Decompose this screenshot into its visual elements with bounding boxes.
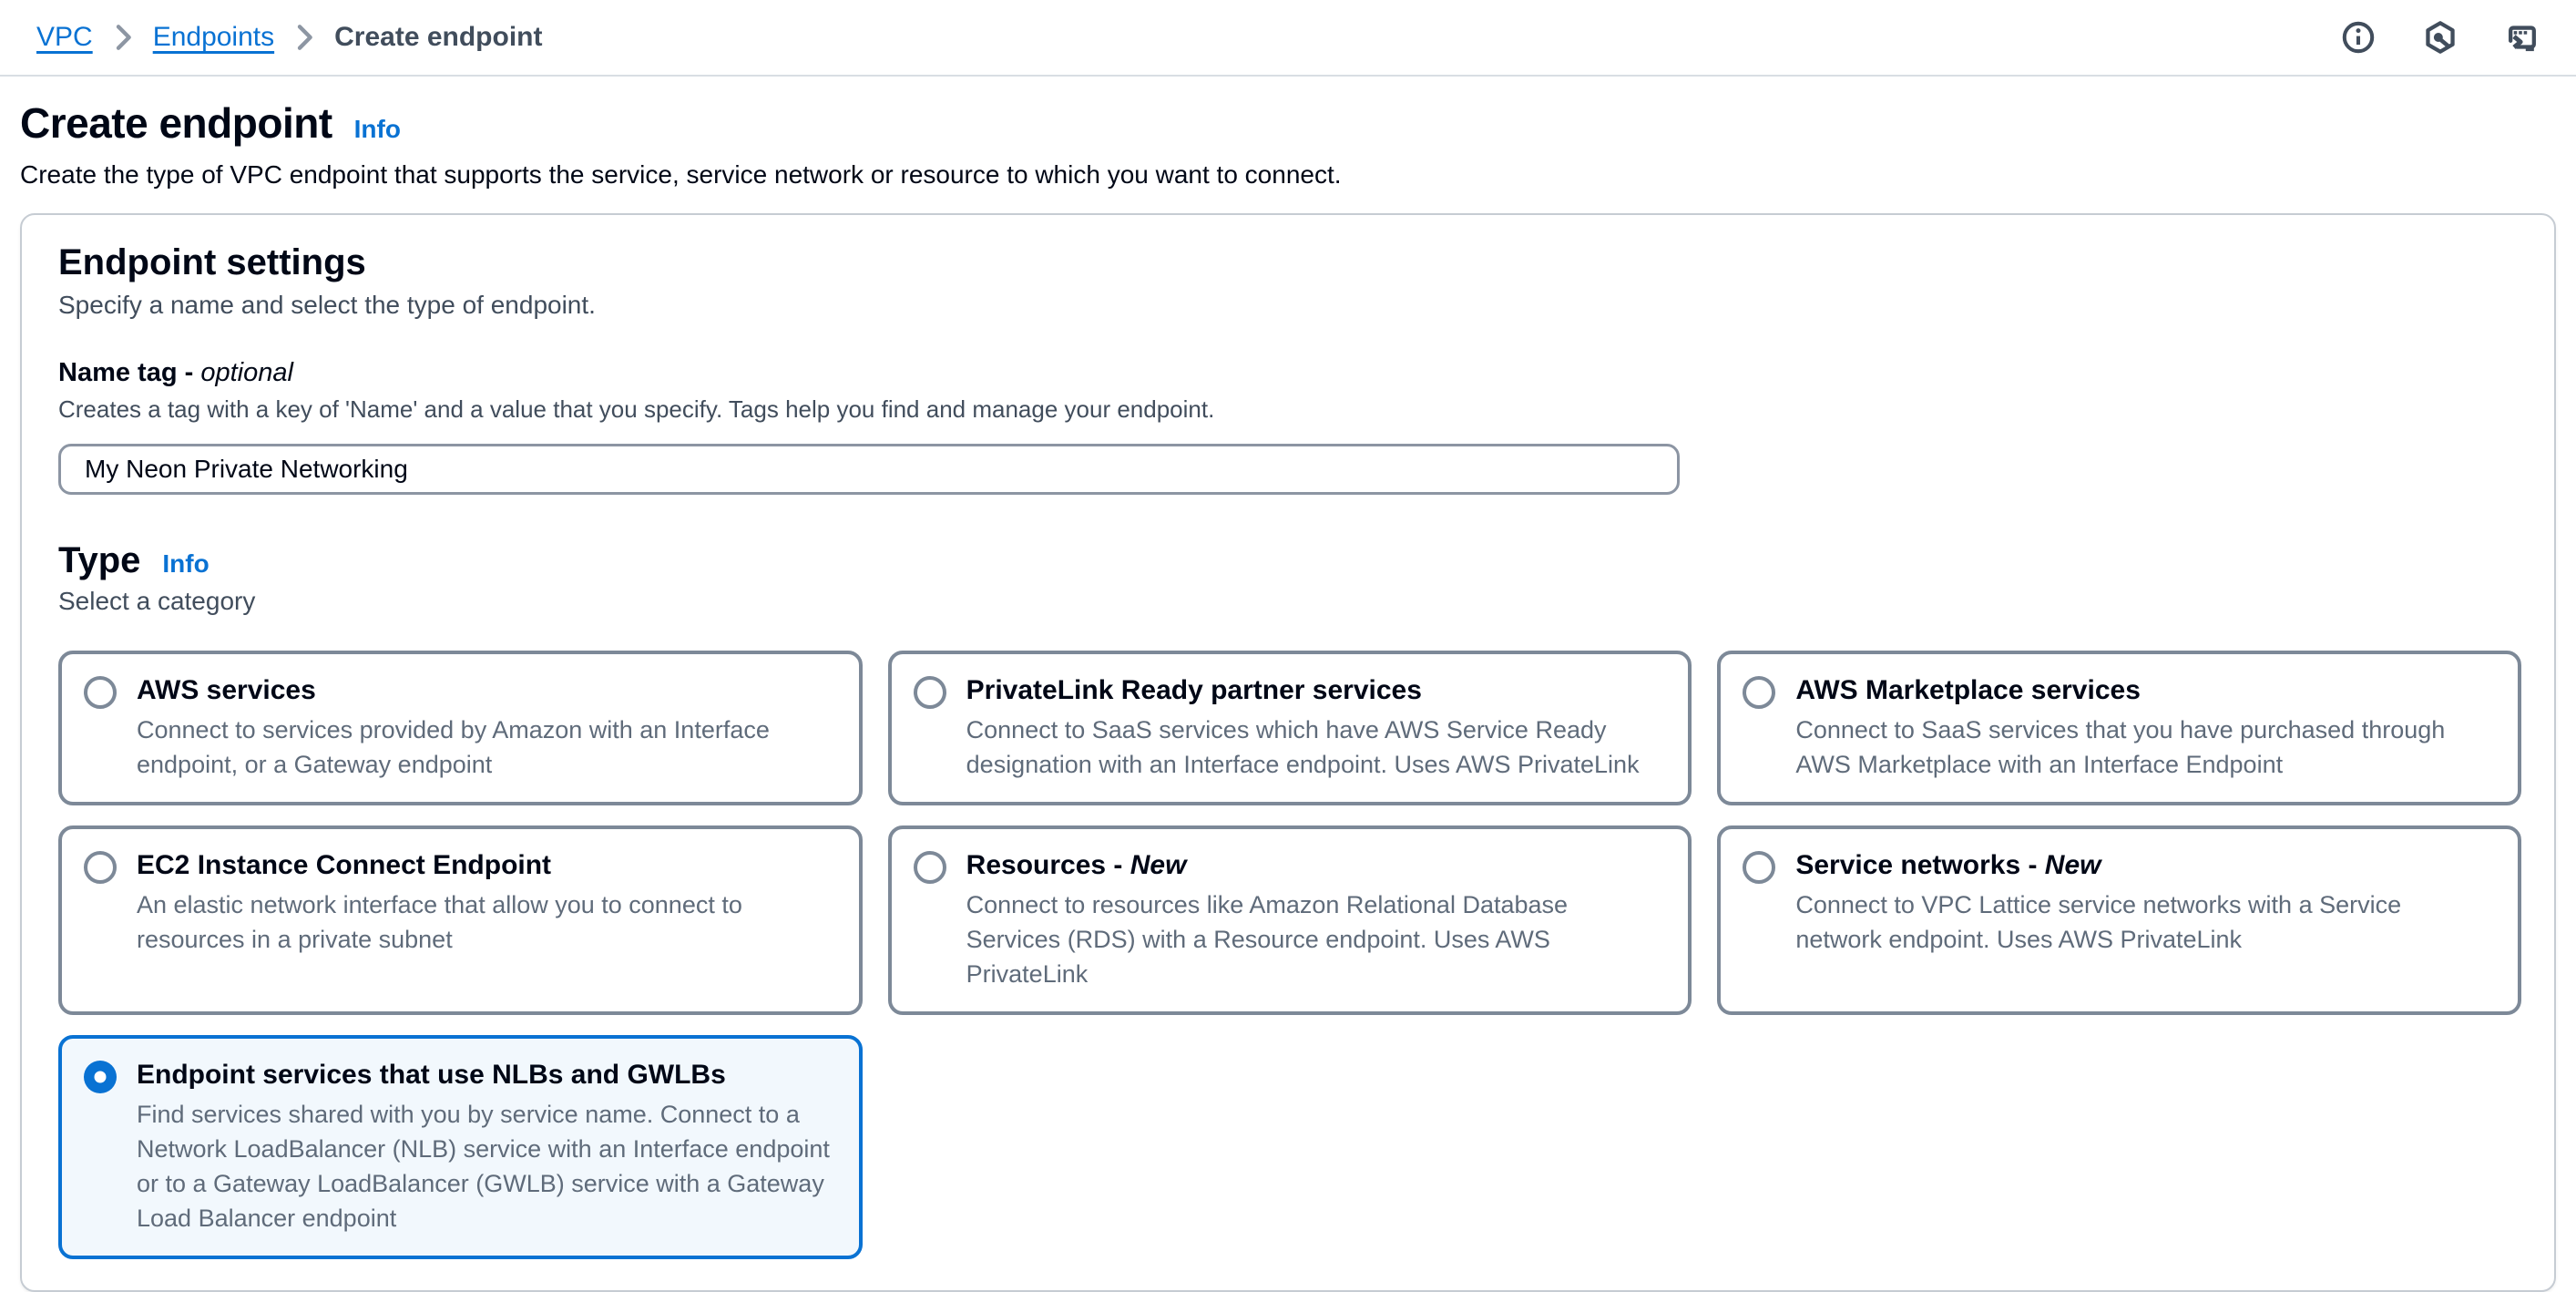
radio-unchecked-icon[interactable] — [914, 851, 946, 884]
tile-endpoint-services-nlb-gwlb[interactable] — [58, 1035, 863, 1259]
tile-resources[interactable] — [888, 825, 1692, 1015]
info-circle-icon[interactable] — [2341, 20, 2376, 55]
tile-description: An elastic network interface that allow you to connect to resources in a private subnet — [137, 891, 742, 953]
tile-description: Find services shared with you by service name. Connect to a Network LoadBalancer (NLB) service with an Interface endpoint or to a Gateway LoadBalancer (GWLB) service with a Gateway Load Balancer endpoint — [137, 1101, 830, 1232]
type-title: Type — [58, 540, 141, 580]
type-info-link[interactable]: Info — [162, 549, 210, 578]
tile-aws-marketplace-services[interactable] — [1717, 651, 2521, 805]
tile-description: Connect to SaaS services that you have purchased through AWS Marketplace with an Interface Endpoint — [1795, 716, 2446, 778]
tile-title: Endpoint services that use NLBs and GWLBs — [137, 1060, 726, 1090]
page-header — [0, 77, 2576, 190]
breadcrumb-current-page: Create endpoint — [334, 22, 543, 52]
endpoint-settings-description: Specify a name and select the type of endpoint. — [58, 291, 596, 319]
tile-description: Connect to VPC Lattice service networks with a Service network endpoint. Uses AWS PrivateLink — [1795, 891, 2402, 953]
radio-checked-icon[interactable] — [84, 1061, 117, 1093]
tile-aws-services[interactable] — [58, 651, 863, 805]
page-title: Create endpoint — [20, 99, 332, 147]
name-tag-input[interactable] — [58, 444, 1680, 495]
tile-service-networks[interactable] — [1717, 825, 2521, 1015]
type-description: Select a category — [58, 587, 256, 615]
radio-unchecked-icon[interactable] — [84, 851, 117, 884]
page-info-link[interactable]: Info — [353, 115, 401, 143]
tile-description: Connect to services provided by Amazon with an Interface endpoint, or a Gateway endpoint — [137, 716, 770, 778]
name-tag-hint: Creates a tag with a key of 'Name' and a value that you specify. Tags help you find and manage your endpoint. — [58, 395, 1215, 423]
new-badge: New — [2044, 850, 2101, 880]
breadcrumb-bar — [0, 0, 2576, 77]
type-options-grid — [58, 651, 2521, 1259]
radio-unchecked-icon[interactable] — [84, 676, 117, 709]
cloudshell-icon[interactable] — [2505, 20, 2540, 55]
radio-unchecked-icon[interactable] — [1743, 676, 1775, 709]
tile-title: AWS services — [137, 675, 316, 705]
tile-privatelink-ready-partner-services[interactable] — [888, 651, 1692, 805]
tile-description: Connect to SaaS services which have AWS Service Ready designation with an Interface endpoint. Uses AWS PrivateLink — [966, 716, 1640, 778]
tile-ec2-instance-connect-endpoint[interactable] — [58, 825, 863, 1015]
name-tag-optional-label: optional — [200, 358, 293, 387]
tile-title: AWS Marketplace services — [1795, 675, 2141, 705]
page-description: Create the type of VPC endpoint that supports the service, service network or resource to which you want to connect. — [20, 160, 1342, 189]
chevron-right-icon — [113, 24, 133, 51]
new-badge: New — [1130, 850, 1187, 880]
tile-title: Service networks - New — [1795, 850, 2101, 880]
breadcrumb-link-endpoints[interactable]: Endpoints — [152, 22, 275, 52]
amazon-q-icon[interactable] — [2423, 20, 2458, 55]
topbar-icons — [2341, 20, 2540, 55]
radio-unchecked-icon[interactable] — [914, 676, 946, 709]
breadcrumb — [36, 22, 542, 53]
tile-title: Resources - New — [966, 850, 1187, 880]
chevron-right-icon — [294, 24, 314, 51]
tile-title: EC2 Instance Connect Endpoint — [137, 850, 552, 880]
endpoint-settings-card — [20, 213, 2556, 1292]
endpoint-settings-title: Endpoint settings — [58, 242, 366, 282]
tile-description: Connect to resources like Amazon Relational Database Services (RDS) with a Resource endpoint. Uses AWS PrivateLink — [966, 891, 1569, 988]
breadcrumb-link-vpc[interactable]: VPC — [36, 22, 93, 52]
radio-unchecked-icon[interactable] — [1743, 851, 1775, 884]
tile-title: PrivateLink Ready partner services — [966, 675, 1422, 705]
name-tag-label: Name tag - optional — [58, 358, 293, 387]
